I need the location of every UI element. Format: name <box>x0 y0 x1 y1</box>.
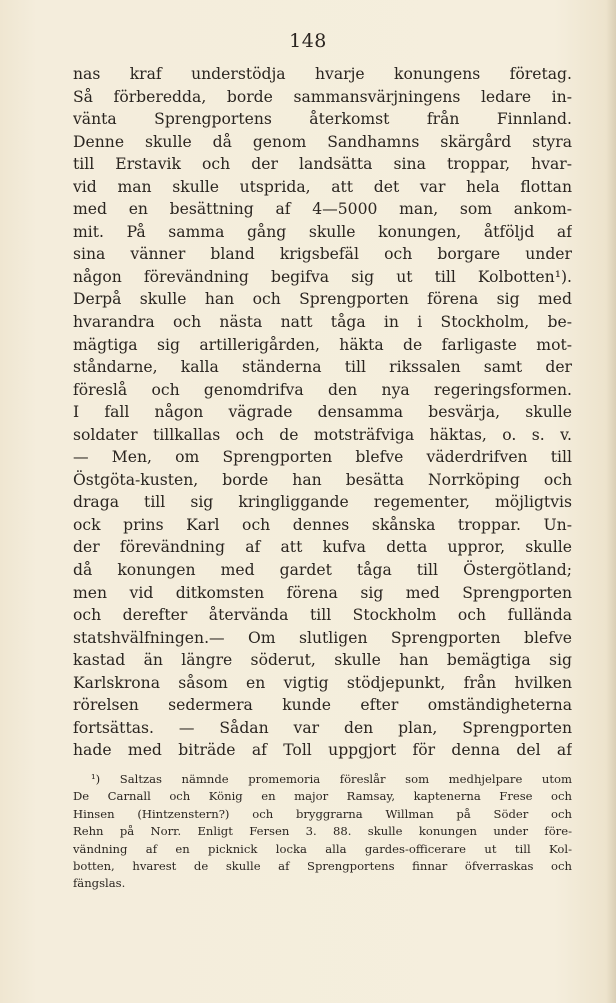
footnote-line: fängslas. <box>73 876 126 891</box>
text-line: Så förberedda, borde sammansvärjningens ledare in- <box>73 87 572 106</box>
text-line: Karlskrona såsom en vigtig stödjepunkt, från hvilken <box>73 673 572 692</box>
text-line: Östgöta-kusten, borde han besätta Norrköping och <box>73 470 572 489</box>
text-line: sina vänner bland krigsbefäl och borgare under <box>73 245 572 264</box>
text-line: ock prins Karl och dennes skånska troppar. Un- <box>73 515 572 534</box>
body-text <box>73 63 572 762</box>
text-line: Derpå skulle han och Sprengporten förena sig med <box>73 290 572 309</box>
footnote-line: botten, hvarest de skulle af Sprengportens finnar öfverraskas och <box>73 858 572 873</box>
text-line: der förevändning af att kufva detta uppror, skulle <box>73 538 572 557</box>
footnote-line: vändning af en picknick locka alla gardes-officerare ut till Kol- <box>73 841 572 856</box>
text-line: hade med biträde af Toll uppgjort för denna del af <box>73 741 572 760</box>
footnote-line: De Carnall och König en major Ramsay, kaptenerna Frese och <box>73 789 572 804</box>
footnote-line: ¹) Saltzas nämnde promemoria föreslår som medhjelpare utom <box>91 772 572 786</box>
footnotes <box>73 771 572 893</box>
text-line: kastad än längre söderut, skulle han bemägtiga sig <box>73 651 572 670</box>
text-line: soldater tillkallas och de motsträfviga häktas, o. s. v. <box>73 425 572 444</box>
text-line: mit. På samma gång skulle konungen, åtföljd af <box>73 222 572 241</box>
text-line: nas kraf understödja hvarje konungens företag. <box>73 65 572 83</box>
footnote-line: Rehn på Norr. Enligt Fersen 3. 88. skulle konungen under före- <box>73 824 572 839</box>
text-line: hvarandra och nästa natt tåga in i Stockholm, be- <box>73 313 572 332</box>
text-line: — Men, om Sprengporten blefve väderdrifven till <box>73 448 572 467</box>
text-line: vänta Sprengportens återkomst från Finnland. <box>73 110 572 129</box>
text-line: föreslå och genomdrifva den nya regeringsformen. <box>73 380 572 399</box>
page-edge-shadow <box>606 0 616 1003</box>
page-number: 148 <box>289 30 327 52</box>
text-line: och derefter återvända till Stockholm och fullända <box>73 606 572 625</box>
text-line: med en besättning af 4—5000 man, som ankom- <box>73 200 572 219</box>
text-line: mägtiga sig artillerigården, häkta de farligaste mot- <box>73 335 572 354</box>
text-line: statshvälfningen.— Om slutligen Sprengporten blefve <box>73 628 572 647</box>
text-line: till Erstavik och der landsätta sina troppar, hvar- <box>73 155 572 174</box>
text-line: någon förevändning begifva sig ut till Kolbotten¹). <box>73 267 572 286</box>
text-line: men vid ditkomsten förena sig med Sprengporten <box>73 583 572 602</box>
text-line: Denne skulle då genom Sandhamns skärgård styra <box>73 132 572 151</box>
text-line: I fall någon vägrade densamma besvärja, skulle <box>73 403 572 422</box>
text-line: fortsättas. — Sådan var den plan, Sprengporten <box>73 718 572 737</box>
text-line: draga till sig kringliggande regementer, möjligtvis <box>73 493 572 512</box>
text-line: vid man skulle utsprida, att det var hela flottan <box>73 177 572 196</box>
text-line: då konungen med gardet tåga till Östergötland; <box>73 561 572 580</box>
footnote-line: Hinsen (Hintzenstern?) och bryggrarna Willman på Söder och <box>73 806 572 821</box>
text-line: rörelsen sedermera kunde efter omständigheterna <box>73 696 572 715</box>
text-line: ståndarne, kalla ständerna till rikssalen samt der <box>73 358 572 377</box>
